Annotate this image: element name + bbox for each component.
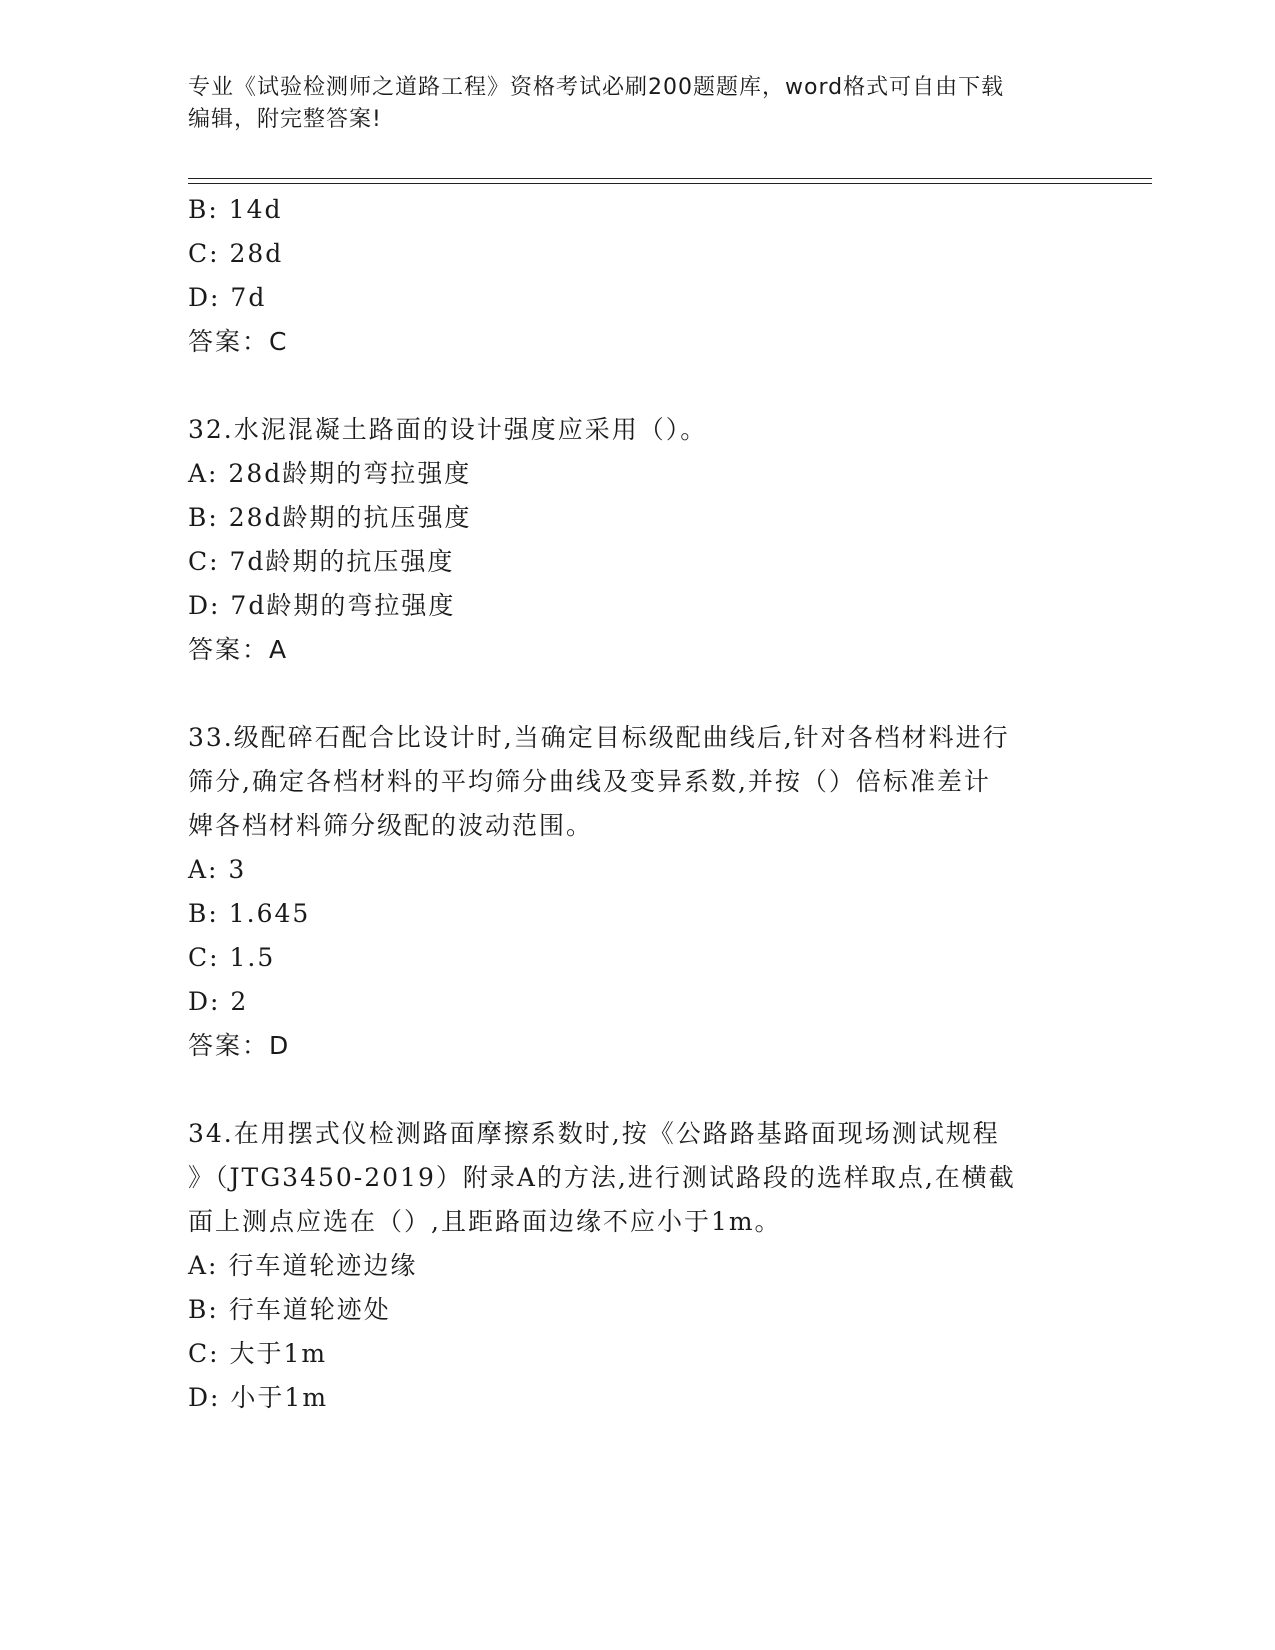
question-34-stem-line-2: 》（JTG3450-2019）附录A的方法,进行测试路段的选样取点,在横截 <box>188 1163 1016 1192</box>
question-33-option-b: B: 1.645 <box>188 899 311 928</box>
header-line-1: 专业《试验检测师之道路工程》资格考试必刷200题题库，word格式可自由下载 <box>188 75 1005 100</box>
question-32-stem: 32.水泥混凝土路面的设计强度应采用（）。 <box>188 415 708 444</box>
option-d: D: 7d <box>188 283 267 312</box>
option-b: B: 14d <box>188 195 283 224</box>
question-32-option-a: A: 28d龄期的弯拉强度 <box>188 459 472 488</box>
question-33-stem-line-2: 筛分,确定各档材料的平均筛分曲线及变异系数,并按（）倍标准差计 <box>188 767 991 796</box>
option-c: C: 28d <box>188 239 284 268</box>
question-34-stem-line-1: 34.在用摆式仪检测路面摩擦系数时,按《公路路基路面现场测试规程 <box>188 1119 1000 1148</box>
question-33-stem-line-3: 婢各档材料筛分级配的波动范围。 <box>188 811 594 840</box>
question-32-option-d: D: 7d龄期的弯拉强度 <box>188 591 456 620</box>
question-34-option-c: C: 大于1m <box>188 1339 328 1368</box>
question-33-option-a: A: 3 <box>188 855 247 884</box>
question-33-option-c: C: 1.5 <box>188 943 276 972</box>
question-34-option-a: A: 行车道轮迹边缘 <box>188 1251 418 1280</box>
question-34-option-b: B: 行车道轮迹处 <box>188 1295 391 1324</box>
document-header <box>188 72 1088 136</box>
question-32-option-b: B: 28d龄期的抗压强度 <box>188 503 472 532</box>
header-divider-bottom <box>188 183 1152 184</box>
question-33-option-d: D: 2 <box>188 987 249 1016</box>
header-line-2: 编辑，附完整答案! <box>188 107 382 132</box>
question-34-option-d: D: 小于1m <box>188 1383 329 1412</box>
question-33-answer: 答案：D <box>188 1031 291 1060</box>
answer-line: 答案：C <box>188 327 289 356</box>
question-32-option-c: C: 7d龄期的抗压强度 <box>188 547 455 576</box>
question-33-stem-line-1: 33.级配碎石配合比设计时,当确定目标级配曲线后,针对各档材料进行 <box>188 723 1010 752</box>
header-divider-top <box>188 178 1152 179</box>
question-32-answer: 答案：A <box>188 635 289 664</box>
question-34-stem-line-3: 面上测点应选在（）,且距路面边缘不应小于1m。 <box>188 1207 782 1236</box>
